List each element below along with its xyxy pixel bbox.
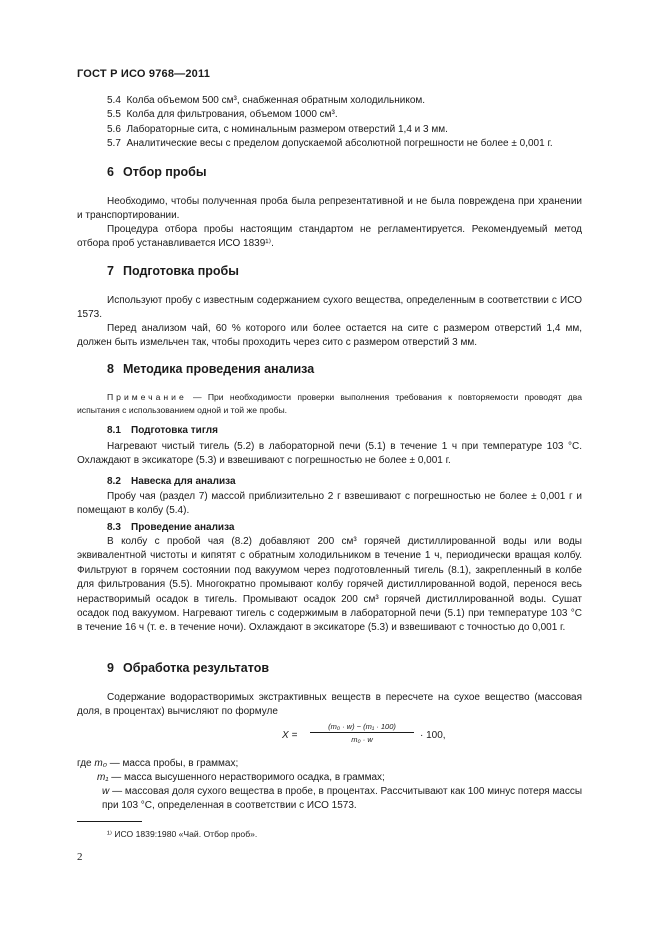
note-text: — При необходимости проверки выполнения требования к повторяемости проводят два испытания с использованием одной и той же пробы. [77,392,582,415]
where-item: m₁ — масса высушенного нерастворимого осадка, в граммах; [97,772,385,783]
section-heading [107,264,239,278]
page-number: 2 [77,851,83,863]
item-text: Колба для фильтрования, объемом 1000 см³. [126,109,338,120]
list-item [107,108,338,122]
subsection-heading: 8.2 Навеска для анализа [107,476,236,487]
list-item [107,123,448,137]
formula-lhs: X = [282,730,298,741]
footnote-separator [77,821,142,822]
formula-denominator: m₀ · w [351,735,373,744]
formula-fraction [310,722,414,744]
paragraph: Нагревают чистый тигель (5.2) в лабораторной печи (5.1) в течение 1 ч при температуре 103 °С. Охлаждают в эксикаторе (5.3) и взвешивают с погрешностью не более ± 0,001 г. [77,441,582,467]
section-number: 7 [107,264,114,278]
item-text: Лабораторные сита, с номинальным размером отверстий 1,4 и 3 мм. [126,124,448,135]
paragraph: В колбу с пробой чая (8.2) добавляют 200 см³ горячей дистиллированной воды или воды эквивалентной чистоты и кипятят с обратным холодильником в течение 1 ч, периодически вращая колбу. Фильтруют в горячем состоянии под вакуумом через подготовленный тигель (8.1), закрепленный в колбе для фильтрования (5.5). Многократно промывают колбу горячей дистиллированной водой, перенося весь нерастворимый осадок в тигель. Промывают осадок 200 см³ горячей дистиллированной воды. Сушат осадок под вакуумом. Нагревают тигель с содержимым в лабораторной печи (5.1) при температуре 103 °С в течение 16 ч (т. е. в течение ночи). Охлаждают в эксикаторе (5.3) и взвешивают с точностью до 0,001 г. [77,536,582,634]
item-text: Аналитические весы с пределом допускаемой абсолютной погрешности не более ± 0,001 г. [126,138,553,149]
section-title: Подготовка пробы [123,264,239,278]
note-label: Примечание [107,392,187,402]
section-number: 9 [107,661,114,675]
subsection-heading: 8.1 Подготовка тигля [107,425,218,436]
note [77,391,582,417]
item-number: 5.6 [107,124,121,135]
item-number: 5.4 [107,95,121,106]
footnote: ¹⁾ ИСО 1839:1980 «Чай. Отбор проб». [107,829,258,839]
paragraph: Пробу чая (раздел 7) массой приблизительно 2 г взвешивают с погрешностью не более ± 0,001 г и помещают в колбу (5.4). [77,491,582,517]
section-title: Обработка результатов [123,661,270,675]
where-item: w — массовая доля сухого вещества в пробе, в процентах. Рассчитывают как 100 минус потеря массы при 103 °С, определенная в соответствии с ИСО 1573. [102,786,583,811]
paragraph: Содержание водорастворимых экстрактивных веществ в пересчете на сухое вещество (массовая доля, в процентах) вычисляют по формуле [77,692,582,718]
section-number: 6 [107,165,114,179]
where-item: где m₀ — масса пробы, в граммах; [77,758,239,769]
section-heading [107,362,314,376]
subsection-heading: 8.3 Проведение анализа [107,522,235,533]
paragraph: Необходимо, чтобы полученная проба была репрезентативной и не была повреждена при хранении и транспортировании. [77,196,582,222]
formula-numerator: (m₀ · w) − (m₁ · 100) [310,722,414,733]
section-heading [107,165,207,179]
section-title: Отбор пробы [123,165,207,179]
section-title: Методика проведения анализа [123,362,315,376]
paragraph: Процедура отбора пробы настоящим стандартом не регламентируется. Рекомендуемый метод отбора проб устанавливается ИСО 1839¹⁾. [77,224,582,250]
list-item [107,137,553,151]
formula-tail: · 100, [420,730,446,741]
section-number: 8 [107,362,114,376]
paragraph: Перед анализом чай, 60 % которого или более остается на сите с размером отверстий 1,4 мм, должен быть измельчен так, чтобы проходить через сито с размером отверстий 3 мм. [77,323,582,349]
item-number: 5.5 [107,109,121,120]
document-header: ГОСТ Р ИСО 9768—2011 [77,68,211,80]
section-heading [107,661,269,675]
paragraph: Используют пробу с известным содержанием сухого вещества, определенным в соответствии с ИСО 1573. [77,295,582,321]
list-item [107,94,425,108]
item-number: 5.7 [107,138,121,149]
item-text: Колба объемом 500 см³, снабженная обратным холодильником. [126,95,426,106]
